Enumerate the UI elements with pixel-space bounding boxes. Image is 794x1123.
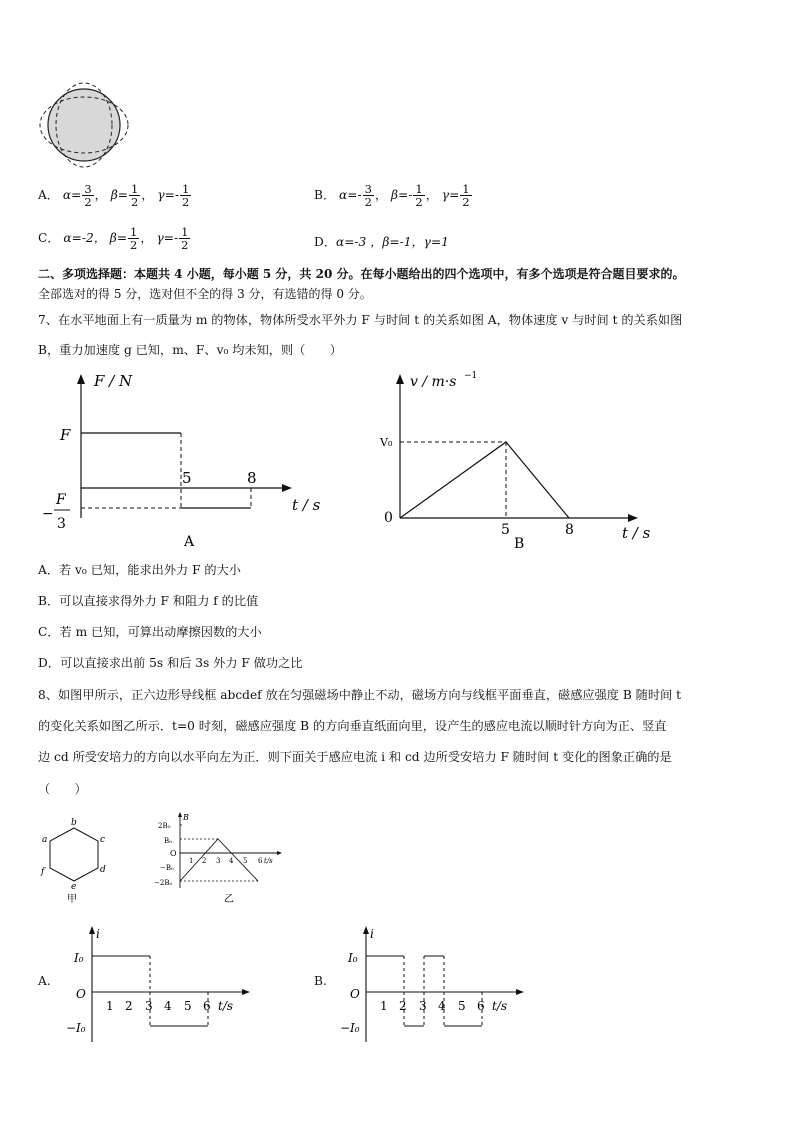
q8-stem-line1: 8、如图甲所示，正六边形导线框 abcdef 放在匀强磁场中静止不动，磁场方向与线框平面垂直，磁感应强度 B 随时间 t (38, 688, 682, 702)
yi-caption: 乙 (224, 894, 234, 905)
figb-origin: 0 (384, 510, 393, 526)
optb-tick1: 1 (380, 999, 388, 1013)
figb-ylabel: v / m·s (410, 374, 457, 390)
shaded-sphere (48, 89, 120, 161)
hex-label-f: f (41, 867, 45, 877)
q8-hexagon-figure (38, 816, 110, 906)
hexagon-frame (50, 828, 98, 881)
opta-tick1: 1 (106, 999, 114, 1013)
q8-option-a-graph (64, 922, 264, 1046)
q8-stem-line4: （ ） (38, 782, 87, 796)
opta-i0: I₀ (74, 951, 84, 965)
figb-tick5: 5 (501, 522, 510, 538)
q8-option-b-label: B. (314, 974, 327, 988)
figa-ylabel: F / N (94, 372, 133, 390)
q8-b-t-figure (140, 806, 290, 906)
optb-ylabel: i (370, 927, 374, 941)
yi-y2: 2B₀ (158, 822, 171, 830)
optb-o: O (350, 987, 360, 1001)
figb-caption: B (514, 536, 525, 552)
opta-ylabel: i (96, 927, 100, 941)
yi-t2: 2 (202, 857, 207, 865)
q7-option-d: D．可以直接求出前 5s 和后 3s 外力 F 做功之比 (38, 656, 303, 670)
q8-option-a-label: A. (38, 974, 51, 988)
q7-figure-b (370, 368, 670, 552)
hex-caption: 甲 (67, 894, 77, 905)
opta-xlabel: t/s (218, 999, 234, 1013)
q7-stem-line2: B，重力加速度 g 已知，m、F、v₀ 均未知，则（ ） (38, 343, 342, 357)
q6-option-d: D．α=-3 ，β=-1，γ=1 (314, 235, 449, 249)
q7-option-a: A．若 v₀ 已知，能求出外力 F 的大小 (38, 563, 241, 577)
opta-tick3: 3 (145, 999, 153, 1013)
hex-label-c: c (100, 835, 106, 845)
optb-tick6: 6 (477, 999, 485, 1013)
opta-tick5: 5 (184, 999, 192, 1013)
q8-stem-line3: 边 cd 所受安培力的方向以水平向左为正．则下面关于感应电流 i 和 cd 边所受安培力 F 随时间 t 变化的图象正确的是 (38, 750, 672, 764)
opta-o: O (76, 987, 86, 1001)
yi-xlabel: t/s (264, 857, 273, 865)
q6-option-a: A． α= $\frac{3}{2}$ ， β= $\frac{1}{2}$ ， γ=- $\frac{1}{2}$ (38, 182, 190, 209)
hex-label-e: e (71, 882, 77, 892)
figb-ylabel-sup: −1 (464, 371, 478, 381)
figa-f-label: F (60, 426, 71, 444)
opta-tick4: 4 (164, 999, 172, 1013)
section2-line1: 二、多项选择题：本题共 4 小题，每小题 5 分，共 20 分。在每小题给出的四个选项中，有多个选项是符合题目要求的。 (38, 267, 685, 281)
yi-ym1: −B₀ (160, 864, 174, 872)
q6-option-b: B． α=- $\frac{3}{2}$ ， β=- $\frac{1}{2}$ ， γ= $\frac{1}{2}$ (314, 182, 470, 209)
top-circle-figure (36, 80, 132, 170)
optb-tick5: 5 (458, 999, 466, 1013)
figb-velocity-curve (400, 442, 569, 518)
yi-ylabel: B (183, 813, 189, 822)
figb-tick8: 8 (565, 522, 574, 538)
figa-tick8: 8 (247, 469, 257, 487)
opta-negi0: −I₀ (66, 1021, 86, 1035)
figa-neg-sign: − (42, 506, 54, 522)
q7-option-b: B．可以直接求得外力 F 和阻力 f 的比值 (38, 594, 259, 608)
figa-caption: A (184, 534, 195, 550)
yi-ym2: −2B₀ (154, 879, 173, 887)
figa-tick5: 5 (182, 469, 192, 487)
hex-label-a: a (42, 835, 48, 845)
figb-v0-label: V₀ (380, 436, 393, 449)
figa-xlabel: t / s (292, 496, 321, 514)
section2-line2: 全部选对的得 5 分，选对但不全的得 3 分，有选错的得 0 分。 (38, 287, 372, 301)
figa-neg-num: F (56, 492, 66, 508)
optb-i0: I₀ (348, 951, 358, 965)
q7-figure-a (36, 368, 336, 552)
q8-option-b-graph (338, 922, 538, 1046)
optb-tick2: 2 (399, 999, 407, 1013)
figa-neg-den: 3 (57, 516, 66, 532)
yi-t1: 1 (189, 857, 194, 865)
opta-tick2: 2 (125, 999, 133, 1013)
optb-tick4: 4 (438, 999, 446, 1013)
yi-t5: 5 (243, 857, 248, 865)
hex-label-d: d (100, 865, 106, 875)
q6-option-c: C． α=-2， β= $\frac{1}{2}$ ， γ=- $\frac{1}{2}$ (38, 225, 189, 252)
hex-label-b: b (71, 818, 77, 828)
figb-xlabel: t / s (622, 524, 651, 542)
q8-stem-line2: 的变化关系如图乙所示．t=0 时刻，磁感应强度 B 的方向垂直纸面向里，设产生的感应电流以顺时针方向为正、竖直 (38, 719, 667, 733)
q7-stem-line1: 7、在水平地面上有一质量为 m 的物体，物体所受水平外力 F 与时间 t 的关系如图 A，物体速度 v 与时间 t 的关系如图 (38, 313, 683, 327)
optb-negi0: −I₀ (340, 1021, 360, 1035)
yi-t6: 6 (258, 857, 263, 865)
opta-tick6: 6 (203, 999, 211, 1013)
yi-y0: O (170, 849, 177, 858)
optb-xlabel: t/s (492, 999, 508, 1013)
optb-tick3: 3 (419, 999, 427, 1013)
yi-y1: B₀ (164, 837, 172, 845)
q7-option-c: C．若 m 已知，可算出动摩擦因数的大小 (38, 625, 262, 639)
yi-t4: 4 (229, 857, 234, 865)
yi-t3: 3 (216, 857, 221, 865)
